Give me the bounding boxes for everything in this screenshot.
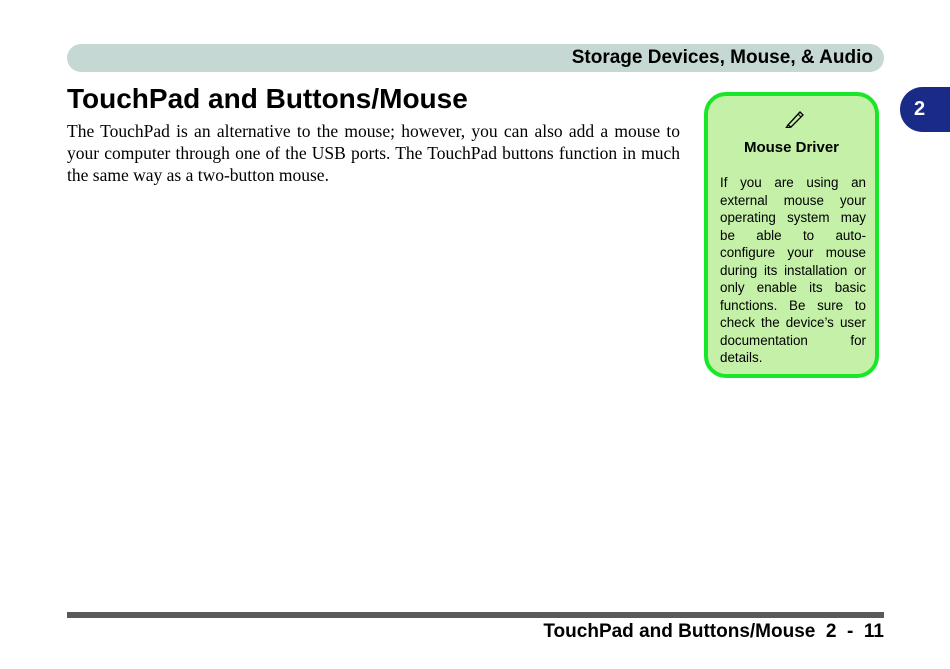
chapter-number: 2 [914, 98, 926, 120]
sidebar-note [704, 92, 879, 378]
pencil-icon [783, 108, 805, 128]
page-title: TouchPad and Buttons/Mouse [67, 83, 468, 114]
footer-page-label: TouchPad and Buttons/Mouse 2 - 11 [543, 621, 884, 642]
footer-rule [67, 612, 884, 618]
body-paragraph: The TouchPad is an alternative to the mouse; however, you can also add a mouse to your computer through one of the USB ports. The TouchPad buttons function in much the same way as a two-button mouse. [67, 121, 680, 185]
note-text: If you are using an external mouse your operating system may be able to auto-configure your mouse during its installation or only enable its basic functions. Be sure to check the device’s user documentation for details. [720, 175, 866, 365]
header-bar [67, 44, 884, 72]
note-title: Mouse Driver [743, 139, 840, 156]
chapter-tab[interactable] [900, 87, 950, 132]
section-title: Storage Devices, Mouse, & Audio [571, 47, 873, 68]
